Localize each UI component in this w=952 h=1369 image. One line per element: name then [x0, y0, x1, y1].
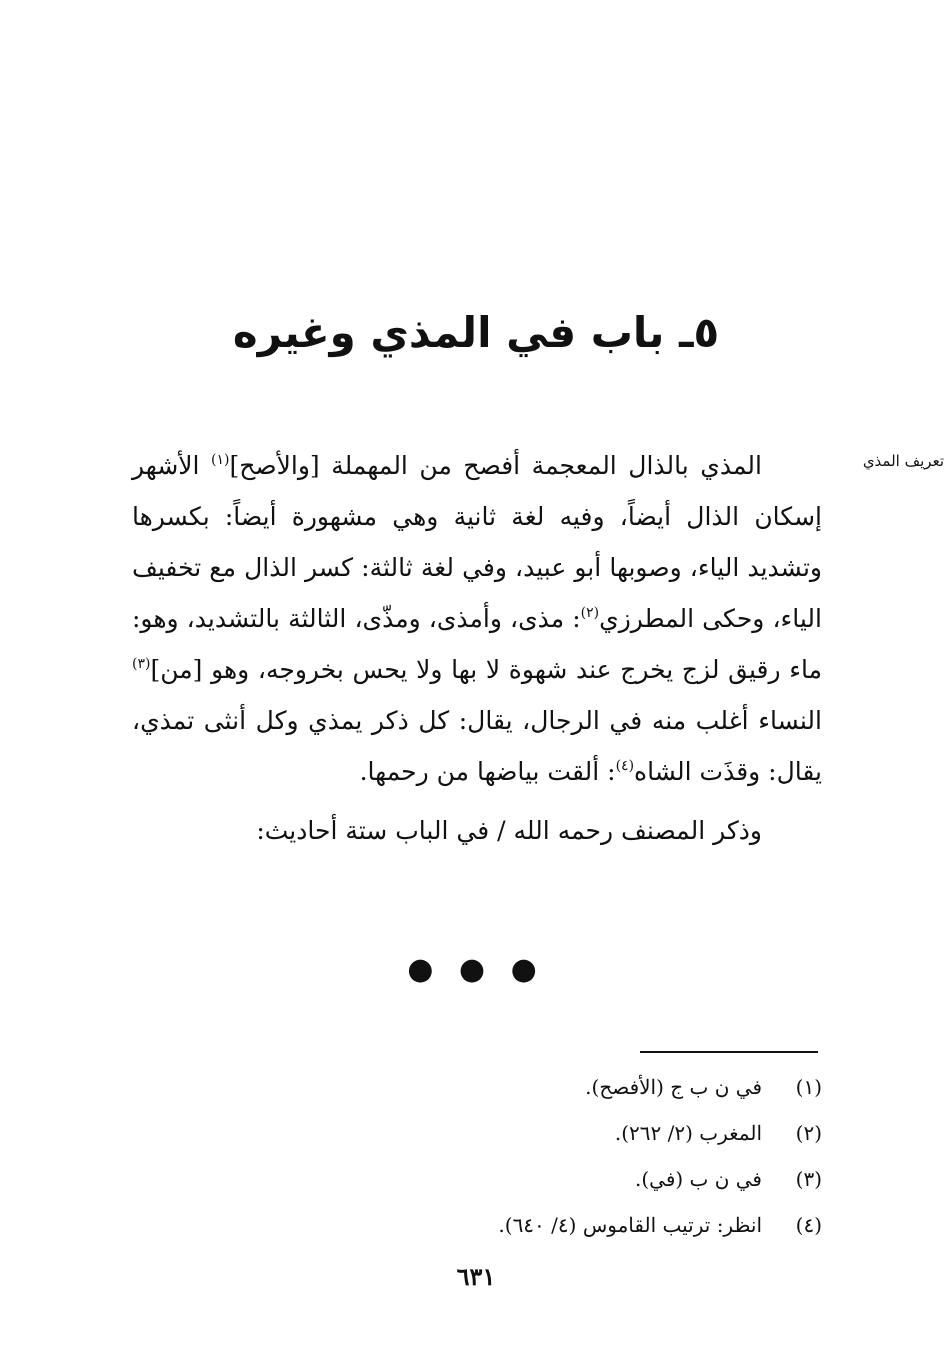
footnote-number: (١)	[795, 1075, 822, 1099]
footnote-text: انظر: ترتيب القاموس (٤/ ٦٤٠).	[498, 1213, 762, 1237]
closing-line: وذكر المصنف رحمه الله / في الباب ستة أحاديث:	[256, 816, 762, 845]
text-segment: النساء أغلب منه في الرجال، يقال: كل ذكر يمذي وكل أنثى تمذي، يقال: وقذَت الشاه	[132, 706, 822, 786]
footnote-text: المغرب (٢/ ٢٦٢).	[614, 1121, 762, 1145]
footnote	[132, 1110, 822, 1156]
footnote-ref-4: (٤)	[615, 758, 635, 774]
footnotes	[132, 1064, 822, 1248]
text-segment: المذي بالذال المعجمة أفصح من المهملة [والأصح]	[229, 451, 762, 480]
main-text	[132, 440, 822, 856]
body-paragraph	[132, 440, 822, 797]
footnote-number: (٤)	[795, 1213, 822, 1237]
text-segment: : ألقت بياضها من رحمها.	[359, 757, 616, 786]
chapter-title: ٥ـ باب في المذي وغيره	[232, 308, 720, 357]
footnote-divider	[640, 1051, 818, 1053]
margin-note: تعريف المذي	[862, 452, 944, 470]
page-number: ٦٣١	[456, 1262, 496, 1291]
footnote-ref-3: (٣)	[132, 656, 151, 672]
footnote-ref-2: (٢)	[580, 605, 600, 621]
text-segment: : مذى، وأمذى، ومذّى، الثالثة بالتشديد، وهو: ماء رقيق لزج يخرج عند شهوة لا بها ولا يحس بخروجه، وهو [من]	[132, 604, 822, 684]
footnote-text: في ن ب (في).	[634, 1167, 762, 1191]
footnote-text: في ن ب ج (الأفصح).	[585, 1075, 762, 1099]
footnote	[132, 1156, 822, 1202]
footnote-ref-1: (١)	[211, 452, 230, 468]
footnote-number: (٣)	[795, 1167, 822, 1191]
footnote	[132, 1064, 822, 1110]
section-separator: ● ● ●	[407, 952, 545, 987]
footnote-number: (٢)	[795, 1121, 822, 1145]
text-segment: الأشهر إسكان الذال أيضاً، وفيه لغة ثانية وهي مشهورة أيضاً: بكسرها وتشديد الياء، وصوبها أبو عبيد، وفي لغة ثالثة: كسر الذال مع تخفيف الياء، وحكى المطرزي	[132, 451, 822, 633]
footnote	[132, 1202, 822, 1248]
